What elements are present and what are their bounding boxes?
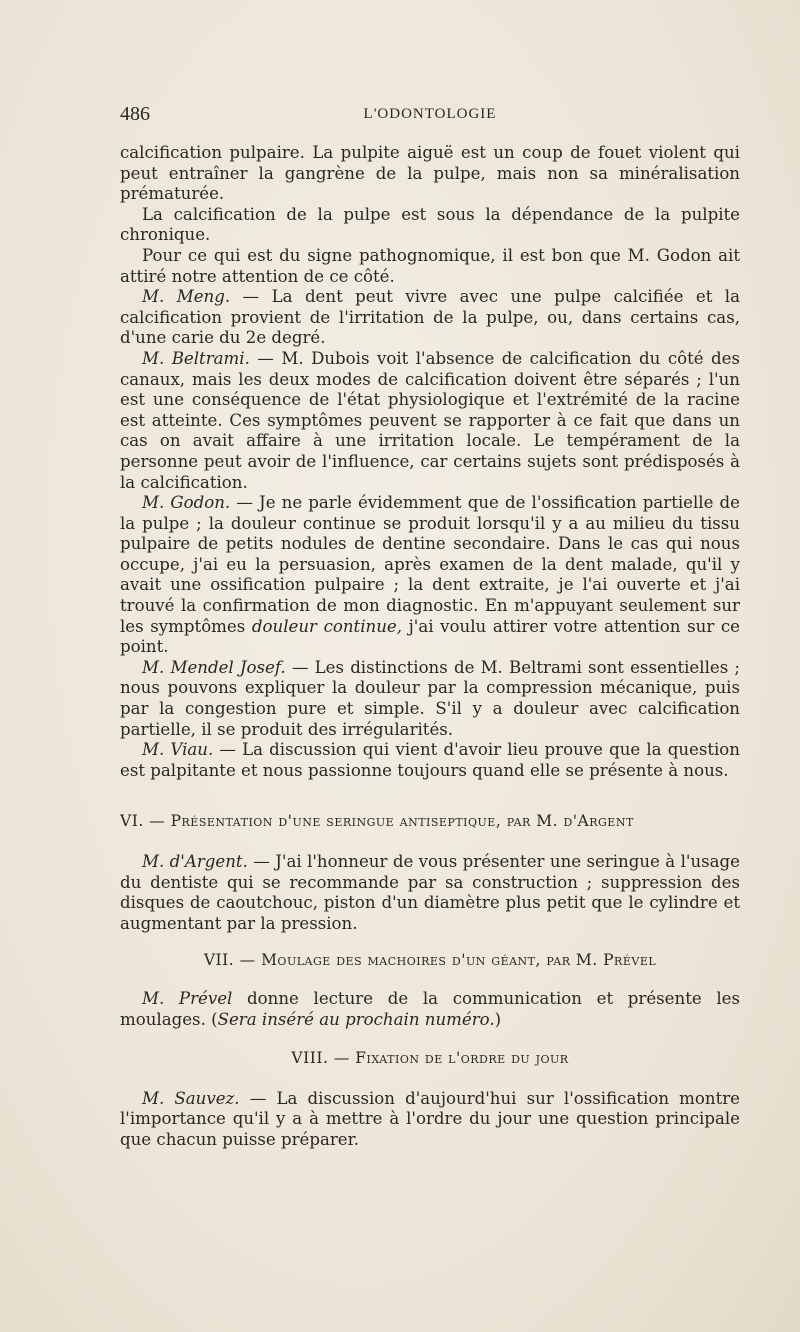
speaker-name: M. Meng.: [142, 287, 231, 307]
paragraph-text: ): [494, 1009, 502, 1029]
section-heading: VII. — Moulage des machoires d'un géant, par M. Prével: [203, 951, 657, 970]
paragraph: [120, 493, 740, 658]
paragraph-text: j'ai voulu attirer votre attention sur ce point.: [120, 616, 740, 657]
paragraph: [120, 989, 740, 1030]
paragraph-text: — Je ne parle évidemment que de l'ossification partielle de la pulpe ; la douleur continue se produit lorsqu'il y a au milieu du tissu pulpaire de petits nodules de dentine secondaire. Dans le cas qui nous occupe, j'ai eu la persuasion, après examen de la dent malade, qu'il y avait une ossification pulpaire ; la dent extraite, je l'ai ouverte et j'ai trouvé la confirmation de mon diagnostic. En m'appuyant seulement sur les symptômes: [120, 493, 740, 636]
paragraph: [120, 658, 740, 740]
paragraph: [120, 246, 740, 287]
speaker-name: M. Godon.: [142, 493, 231, 513]
speaker-name: M. Viau.: [142, 740, 214, 760]
page-number: 486: [120, 103, 150, 125]
speaker-name: M. Prével: [142, 988, 233, 1008]
paragraph: [120, 349, 740, 493]
paragraph: [120, 740, 740, 781]
paragraph-text: — Les distinctions de M. Beltrami sont essentielles ; nous pouvons expliquer la douleur par la compression mécanique, puis par la congestion pure et simple. S'il y a douleur avec calcification partielle, il se produit des irrégularités.: [120, 657, 740, 739]
paragraph-text: donne lecture de la communication et présente les moulages. (: [120, 988, 740, 1029]
paragraph-text: La calcification de la pulpe est sous la dépendance de la pulpite chronique.: [120, 204, 740, 245]
paragraph-text: Pour ce qui est du signe pathognomique, il est bon que M. Godon ait attiré notre attention de ce côté.: [120, 245, 740, 286]
speaker-name: M. Sauvez.: [142, 1088, 240, 1108]
page-body: [120, 143, 740, 1151]
paragraph-text: — M. Dubois voit l'absence de calcification du côté des canaux, mais les deux modes de calcification doivent être séparés ; l'un est une conséquence de l'état physiologique et l'extrémité de la racine est atteinte. Ces symptômes peuvent se rapporter à ce fait que dans un cas on avait affaire à une irritation locale. Le tempérament de la personne peut avoir de l'influence, car certains sujets sont prédisposés à la calcification.: [120, 348, 740, 492]
italic-text: douleur continue,: [251, 616, 402, 636]
paragraph: [120, 1089, 740, 1151]
paragraph-text: — J'ai l'honneur de vous présenter une seringue à l'usage du dentiste qui se recommande par sa construction ; suppression des disques de caoutchouc, piston d'un diamètre plus petit que le cylindre et augmentant par la pression.: [120, 852, 740, 933]
running-title: L'ODONTOLOGIE: [363, 106, 497, 122]
section-heading: VI. — Présentation d'une seringue antiseptique, par M. d'Argent: [120, 812, 634, 831]
section-heading: VIII. — Fixation de l'ordre du jour: [291, 1049, 569, 1068]
paragraph: [120, 852, 740, 934]
paragraph-text: — La discussion d'aujourd'hui sur l'ossification montre l'importance qu'il y a à mettre à l'ordre du jour une question principale que chacun puisse préparer.: [120, 1088, 741, 1149]
speaker-name: M. Beltrami.: [142, 348, 250, 368]
paragraph: [120, 205, 740, 246]
page-header: [120, 103, 740, 133]
italic-text: Sera inséré au prochain numéro.: [217, 1009, 495, 1029]
paragraph: [120, 287, 740, 349]
speaker-name: M. Mendel Josef.: [142, 657, 286, 677]
paragraph-text: — La discussion qui vient d'avoir lieu prouve que la question est palpitante et nous passionne toujours quand elle se présente à nous.: [120, 740, 740, 780]
paragraph-text: — La dent peut vivre avec une pulpe calcifiée et la calcification provient de l'irritation de la pulpe, ou, dans certains cas, d'une carie du 2e degré.: [120, 287, 740, 348]
paragraph-text: calcification pulpaire. La pulpite aiguë est un coup de fouet violent qui peut entraîner la gangrène de la pulpe, mais non sa minéralisation prématurée.: [120, 143, 740, 204]
speaker-name: M. d'Argent.: [142, 852, 248, 871]
paragraph: [120, 143, 740, 205]
